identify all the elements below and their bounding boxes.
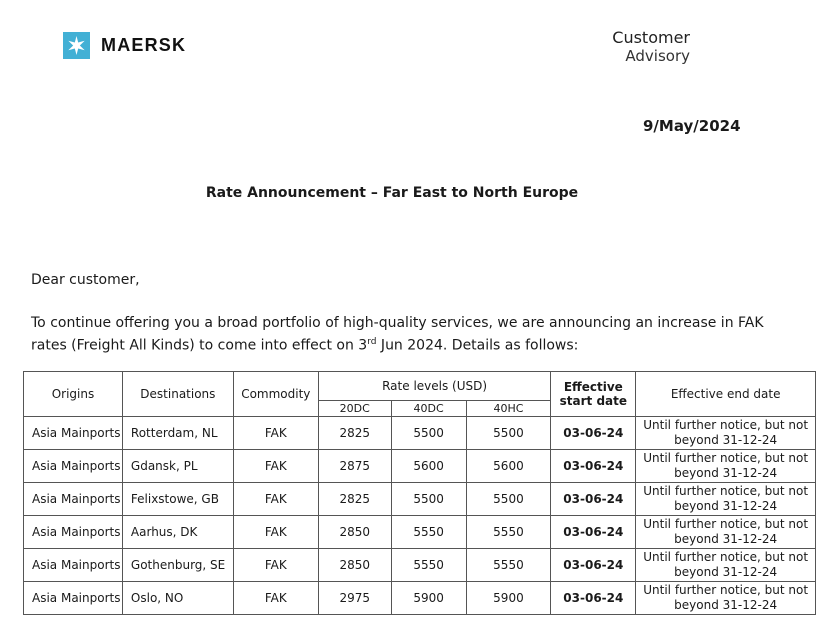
rate-20dc-cell: 2875 [318, 450, 391, 483]
effective-start-cell: 03-06-24 [551, 483, 636, 516]
rate-40dc-cell: 5500 [391, 417, 466, 450]
origin-cell: Asia Mainports [24, 549, 123, 582]
star-icon [63, 32, 90, 59]
rate-40dc-cell: 5550 [391, 549, 466, 582]
effective-start-cell: 03-06-24 [551, 549, 636, 582]
rate-40hc-cell: 5500 [466, 417, 551, 450]
intro-text-after: Jun 2024. Details as follows: [376, 337, 579, 354]
intro-text-before: To continue offering you a broad portfolio of high-quality services, we are announcing an increase in FAK rates (Freight All Kinds) to come into effect on 3 [31, 315, 764, 354]
destination-cell: Aarhus, DK [122, 516, 233, 549]
commodity-cell: FAK [233, 450, 318, 483]
header-40hc: 40HC [466, 401, 551, 417]
commodity-cell: FAK [233, 516, 318, 549]
effective-end-line1: Until further notice, but not [643, 418, 809, 432]
rate-20dc-cell: 2975 [318, 582, 391, 615]
rate-40hc-cell: 5900 [466, 582, 551, 615]
advisory-line-1: Customer [612, 28, 690, 47]
document-date: 9/May/2024 [643, 117, 741, 135]
effective-start-cell: 03-06-24 [551, 516, 636, 549]
header-effective-start-line2: start date [559, 394, 628, 408]
effective-start-cell: 03-06-24 [551, 450, 636, 483]
table-row [24, 417, 816, 450]
commodity-cell: FAK [233, 417, 318, 450]
rate-40hc-cell: 5550 [466, 516, 551, 549]
rate-40dc-cell: 5900 [391, 582, 466, 615]
origin-cell: Asia Mainports [24, 417, 123, 450]
destination-cell: Gdansk, PL [122, 450, 233, 483]
destination-cell: Rotterdam, NL [122, 417, 233, 450]
rate-20dc-cell: 2850 [318, 516, 391, 549]
brand-name: MAERSK [101, 35, 187, 55]
effective-end-cell [636, 549, 816, 582]
destination-cell: Gothenburg, SE [122, 549, 233, 582]
table-row [24, 582, 816, 615]
effective-end-line1: Until further notice, but not [643, 484, 809, 498]
origin-cell: Asia Mainports [24, 516, 123, 549]
document-title: Rate Announcement – Far East to North Europe [205, 185, 579, 201]
origin-cell: Asia Mainports [24, 483, 123, 516]
rate-20dc-cell: 2825 [318, 417, 391, 450]
effective-end-cell [636, 417, 816, 450]
effective-end-line2: beyond 31-12-24 [674, 466, 778, 480]
header-destinations: Destinations [122, 372, 233, 417]
rate-table [23, 371, 816, 615]
header-origins: Origins [24, 372, 123, 417]
effective-end-cell [636, 582, 816, 615]
header-effective-end: Effective end date [636, 372, 816, 417]
destination-cell: Oslo, NO [122, 582, 233, 615]
origin-cell: Asia Mainports [24, 582, 123, 615]
effective-end-line2: beyond 31-12-24 [674, 598, 778, 612]
effective-end-line2: beyond 31-12-24 [674, 565, 778, 579]
effective-end-cell [636, 483, 816, 516]
effective-end-line1: Until further notice, but not [643, 550, 809, 564]
rate-40hc-cell: 5600 [466, 450, 551, 483]
customer-advisory-label [612, 29, 690, 65]
header-effective-start [551, 372, 636, 417]
effective-end-line2: beyond 31-12-24 [674, 499, 778, 513]
effective-end-line2: beyond 31-12-24 [674, 433, 778, 447]
effective-end-cell [636, 516, 816, 549]
commodity-cell: FAK [233, 549, 318, 582]
rate-40hc-cell: 5500 [466, 483, 551, 516]
greeting: Dear customer, [31, 272, 140, 288]
table-row [24, 483, 816, 516]
header-rate-levels: Rate levels (USD) [318, 372, 551, 401]
commodity-cell: FAK [233, 483, 318, 516]
effective-end-line2: beyond 31-12-24 [674, 532, 778, 546]
table-row [24, 450, 816, 483]
intro-paragraph [31, 314, 791, 356]
header-20dc: 20DC [318, 401, 391, 417]
rate-40dc-cell: 5600 [391, 450, 466, 483]
effective-end-line1: Until further notice, but not [643, 583, 809, 597]
effective-start-cell: 03-06-24 [551, 417, 636, 450]
header-effective-start-line1: Effective [563, 380, 623, 394]
rate-20dc-cell: 2825 [318, 483, 391, 516]
rate-40dc-cell: 5550 [391, 516, 466, 549]
effective-start-cell: 03-06-24 [551, 582, 636, 615]
effective-end-cell [636, 450, 816, 483]
intro-ordinal-suffix: rd [367, 337, 377, 347]
commodity-cell: FAK [233, 582, 318, 615]
rate-40dc-cell: 5500 [391, 483, 466, 516]
destination-cell: Felixstowe, GB [122, 483, 233, 516]
table-row [24, 516, 816, 549]
origin-cell: Asia Mainports [24, 450, 123, 483]
header-40dc: 40DC [391, 401, 466, 417]
advisory-line-2: Advisory [625, 47, 690, 65]
rate-20dc-cell: 2850 [318, 549, 391, 582]
header-commodity: Commodity [233, 372, 318, 417]
rate-40hc-cell: 5550 [466, 549, 551, 582]
effective-end-line1: Until further notice, but not [643, 451, 809, 465]
effective-end-line1: Until further notice, but not [643, 517, 809, 531]
table-row [24, 549, 816, 582]
maersk-logo [63, 32, 186, 59]
